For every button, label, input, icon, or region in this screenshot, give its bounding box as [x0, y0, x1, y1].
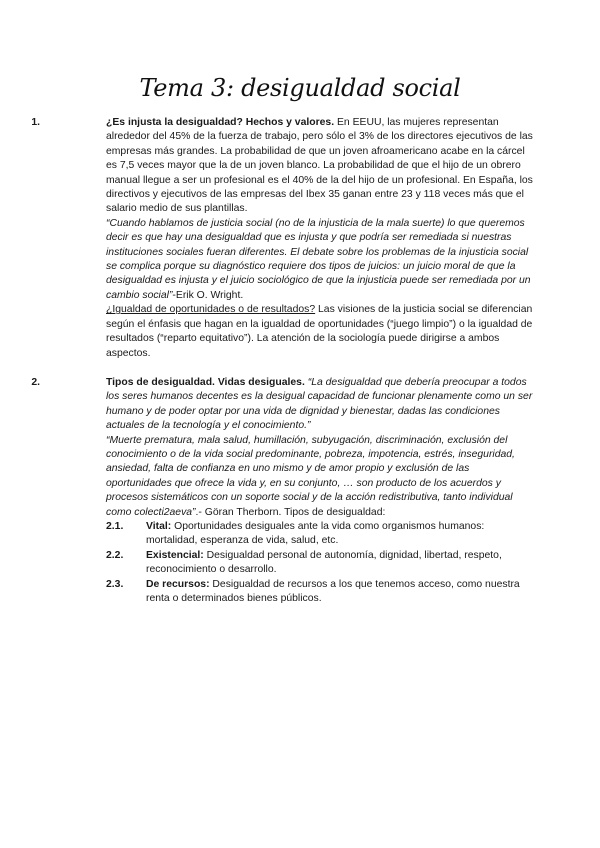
subitem-recursos: [106, 578, 535, 607]
subitem-text: Desigualdad de recursos a los que tenemos acceso, como nuestra renta o determinados bienes públicos.: [146, 578, 520, 605]
closing-text: Las visiones de la justicia social se diferencian según el énfasis que hagan en la igualdad de oportunidades (“juego limpio”) o la igualdad de resultados (“reparto equitativo”). La atención de la sociología puede dirigirse a ambos aspectos.: [106, 304, 533, 359]
quote-author: -Erik O. Wright.: [172, 289, 244, 301]
section-1-quote: [106, 217, 535, 303]
page-title: Tema 3: desigualdad social: [139, 74, 461, 102]
subitem-vital: [106, 520, 535, 549]
section-intro: En EEUU, las mujeres representan alrededor del 45% de la fuerza de trabajo, pero sólo el 3% de los directores ejecutivos de las empresas más grandes. La probabilidad de que un joven afroamericano acabe en la cárcel es 7,5 veces mayor que la de un joven blanco. La probabilidad de que el hijo de un obrero manual llegue a ser un profesional es el 40% de la del hijo de un profesional. En España, los directivos y ejecutivos de las empresas del Ibex 35 ganan entre 23 y 118 veces más que el salario medio de sus plantillas.: [106, 117, 533, 215]
quote-text: “Muerte prematura, mala salud, humillación, subyugación, discriminación, exclusión del conocimiento o de la vida social predominante, pobreza, impotencia, estrés, inseguridad, ansiedad, falta de confianza en uno mismo y de amor propio y exclusión de las oportunidades que ofrece la vida y, en su conjunto, … son producto de los acuerdos y procesos sistemáticos con un soporte social y de la acción redistributiva, tanto individual como colecti2aeva”: [106, 434, 515, 518]
subitem-text: Desigualdad personal de autonomía, dignidad, libertad, respeto, reconocimiento o desarrollo.: [146, 549, 502, 576]
section-2-quote: [106, 434, 535, 520]
quote-text: “Cuando hablamos de justicia social (no de la injusticia de la mala suerte) lo que queremos decir es que hay una desigualdad que es injusta y que podría ser remediada si nuestras instituciones sociales fueran diferentes. El debate sobre los problemas de la injusticia social se complica porque su diagnóstico requiere dos tipos de juicios: un juicio moral de que la desigualdad es injusta y el juicio sociológico de que la injusticia puede ser remediada por un cambio social”: [106, 217, 531, 301]
quote-author: .- Göran Therborn. Tipos de desigualdad:: [195, 506, 386, 518]
underlined-question: ¿Igualdad de oportunidades o de resultados?: [106, 304, 316, 316]
section-1: [31, 116, 535, 361]
section-1-paragraph: [106, 116, 535, 217]
section-number: 1.: [31, 117, 40, 128]
subitem-label: Existencial:: [146, 549, 204, 561]
section-1-closing: [106, 303, 535, 361]
quote-text: “La desigualdad que debería preocupar a todos los seres humanos decentes es la desigual capacidad de funcionar plenamente como un ser humano y de poder optar por una vida de dignidad y bienestar, dadas las condiciones actuales de la tecnología y el conocimiento.”: [106, 377, 533, 432]
section-heading: ¿Es injusta la desigualdad? Hechos y valores.: [106, 117, 335, 128]
subitem-existencial: [106, 549, 535, 578]
section-heading: Tipos de desigualdad. Vidas desiguales.: [106, 377, 305, 388]
subitem-label: De recursos:: [146, 578, 210, 590]
section-number: 2.: [31, 377, 40, 388]
subitem-number: 2.3.: [106, 578, 124, 590]
subitem-number: 2.1.: [106, 521, 124, 533]
subitem-number: 2.2.: [106, 549, 124, 561]
subitem-label: Vital:: [146, 521, 172, 533]
section-2: [31, 376, 535, 607]
section-2-paragraph: [106, 376, 535, 434]
subitem-text: Oportunidades desiguales ante la vida como organismos humanos: mortalidad, esperanza de vida, salud, etc.: [146, 521, 485, 547]
